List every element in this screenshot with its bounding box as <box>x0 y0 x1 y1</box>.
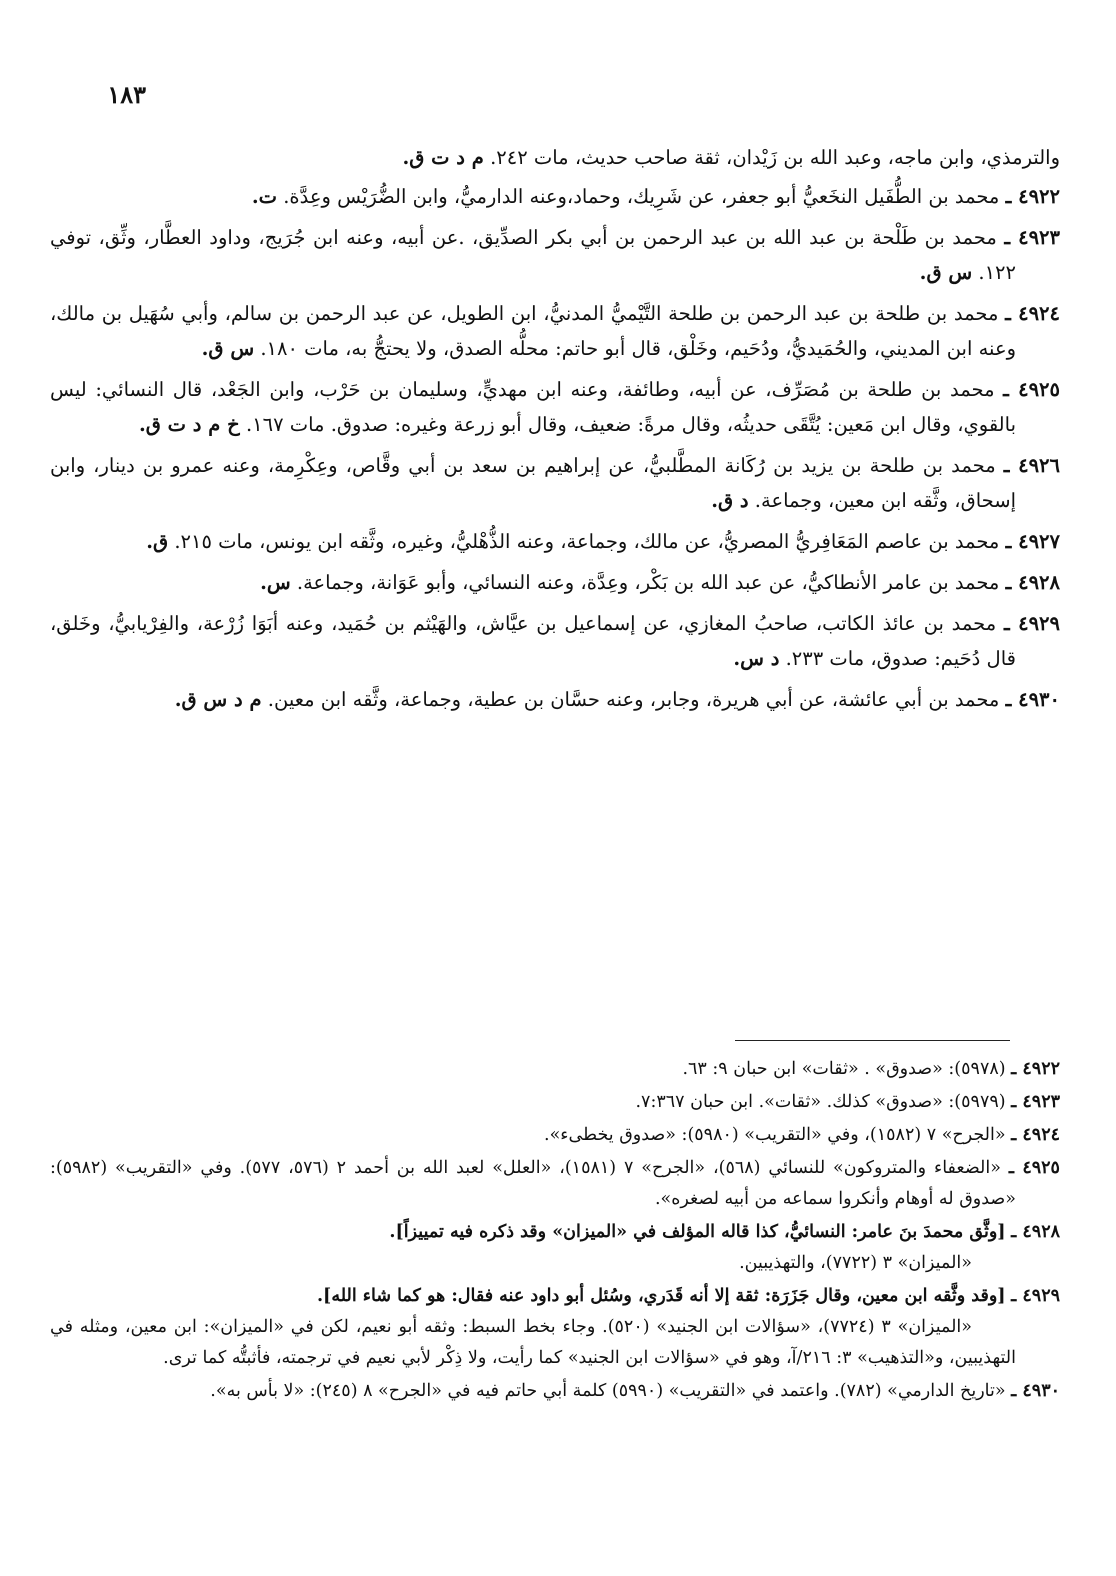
entry-text: محمد بن طلحة بن يزيد بن رُكَانة المطَّلبيُّ، عن إبراهيم بن سعد بن أبي وقَّاص، وعِكْرِمة، وعنه عمرو بن دينار، وابن إسحاق، وثَّقه ابن معين، وجماعة. <box>50 454 1016 512</box>
footnote-text: «الجرح» ٧ (١٥٨٢)، وفي «التقريب» (٥٩٨٠): «صدوق يخطىء». <box>544 1125 1006 1145</box>
entry-codes: د ق. <box>711 489 749 512</box>
entry-number: ٤٩٢٩ ـ <box>1004 612 1061 635</box>
entry-text: والترمذي، وابن ماجه، وعبد الله بن زَيْدان، ثقة صاحب حديث، مات ٢٤٢. <box>490 146 1060 169</box>
footnote-4925 <box>50 1153 1060 1215</box>
footnote-number: ٤٩٢٢ ـ <box>1011 1059 1060 1079</box>
entry-text: محمد بن عاصم المَعَافِريُّ المصريُّ، عن مالك، وجماعة، وعنه الذُّهْليُّ، وغيره، وثَّقه ابن يونس، مات ٢١٥. <box>174 530 1000 553</box>
entry-text: محمد بن عامر الأنطاكيُّ، عن عبد الله بن بَكْر، وعِدَّة، وعنه النسائي، وأبو عَوَانة، وجماعة. <box>296 571 1000 594</box>
entry-text: محمد بن الطُّفَيل النخَعيُّ أبو جعفر، عن شَرِيك، وحماد،وعنه الدارميُّ، وابن الضُّرَيْس وعِدَّة. <box>283 185 1000 208</box>
entry-codes: س. <box>260 571 291 594</box>
entry-number: ٤٩٣٠ ـ <box>1005 688 1060 711</box>
footnote-4924 <box>50 1120 1060 1151</box>
footnote-divider <box>735 1040 1010 1041</box>
entry-codes: س ق. <box>201 337 255 360</box>
footnote-number: ٤٩٢٣ ـ <box>1011 1092 1060 1112</box>
entry-codes: ق. <box>146 530 169 553</box>
entry-codes: د س. <box>733 647 780 670</box>
entry-number: ٤٩٢٦ ـ <box>1003 454 1060 477</box>
entry-text: محمد بن طَلْحة بن عبد الله بن عبد الرحمن بن أبي بكر الصدِّيق، .عن أبيه، وعنه ابن جُرَيج، وداود العطَّار، وثِّق، توفي ١٢٢. <box>50 226 1016 284</box>
entry-text: محمد بن طلحة بن عبد الرحمن بن طلحة التَّيْميُّ المدنيُّ، ابن الطويل، عن عبد الرحمن بن سالم، وأبي سُهَيل بن مالك، وعنه ابن المديني، والحُمَيديُّ، ودُحَيم، وخَلْق، قال أبو حاتم: محلُّه الصدق، ولا يحتجُّ به، مات ١٨٠. <box>50 302 1016 360</box>
footnotes <box>50 1054 1060 1409</box>
entry-4925 <box>50 372 1060 442</box>
entry-number: ٤٩٢٣ ـ <box>1004 226 1060 249</box>
main-text <box>50 140 1060 723</box>
footnote-4922 <box>50 1054 1060 1085</box>
footnote-text: «الميزان» ٣ (٧٧٢٢)، والتهذيبين. <box>739 1253 972 1273</box>
entry-number: ٤٩٢٨ ـ <box>1005 571 1060 594</box>
footnote-number: ٤٩٢٩ ـ <box>1011 1286 1060 1306</box>
entry-text: محمد بن طلحة بن مُصَرِّف، عن أبيه، وطائفة، وعنه ابن مهديٍّ، وسليمان بن حَرْب، وابن الجَعْد، قال النسائي: ليس بالقوي، وقال ابن مَعين: يُتَّقَى حديثُه، وقال مرةً: ضعيف، وقال أبو زرعة وغيره: صدوق. مات ١٦٧. <box>50 378 1016 436</box>
entry-number: ٤٩٢٤ ـ <box>1005 302 1060 325</box>
entry-codes: خ م د ت ق. <box>138 413 240 436</box>
footnote-text: «الضعفاء والمتروكون» للنسائي (٥٦٨)، «الجرح» ٧ (١٥٨١)، «العلل» لعبد الله بن أحمد ٢ (٥٧٦، ٥٧٧). وفي «التقريب» (٥٩٨٢): «صدوق له أوهام وأنكروا سماعه من أبيه لصغره». <box>50 1158 1016 1209</box>
page-number: ١٨٣ <box>107 80 146 109</box>
footnote-number: ٤٩٢٤ ـ <box>1011 1125 1060 1145</box>
entry-4924 <box>50 296 1060 366</box>
footnote-number: ٤٩٣٠ ـ <box>1011 1381 1060 1401</box>
entry-4930 <box>50 682 1060 717</box>
entry-text: محمد بن أبي عائشة، عن أبي هريرة، وجابر، وعنه حسَّان بن عطية، وجماعة، وثَّقه ابن معين. <box>267 688 1000 711</box>
continuation-paragraph <box>50 140 1060 175</box>
entry-codes: م د ت ق. <box>402 146 484 169</box>
entry-number: ٤٩٢٧ ـ <box>1005 530 1060 553</box>
footnote-4923 <box>50 1087 1060 1118</box>
entry-text: محمد بن عائذ الكاتب، صاحبُ المغازي، عن إسماعيل بن عيَّاش، والهَيْثم بن حُمَيد، وعنه أبَوَا زُرْعة، والفِرْيابيُّ، وخَلق، قال دُحَيم: صدوق، مات ٢٣٣. <box>50 612 1016 670</box>
footnote-4930 <box>50 1376 1060 1407</box>
entry-codes: م د س ق. <box>174 688 262 711</box>
footnote-bold-text: [وقد وثَّقه ابن معين، وقال جَزَرَة: ثقة إلا أنه قَدَري، وسُئل أبو داود عنه فقال: هو كما شاء الله]. <box>316 1286 1006 1306</box>
entry-4922 <box>50 179 1060 214</box>
footnote-text: «الميزان» ٣ (٧٧٢٤)، «سؤالات ابن الجنيد» (٥٢٠). وجاء بخط السبط: وثقه أبو نعيم، لكن في «الميزان»: ابن معين، ومثله في التهذيبين، و«التذهيب» ٣: ٢١٦/آ، وهو في «سؤالات ابن الجنيد» كما رأيت، ولا ذِكْر لأبي نعيم في ترجمته، فأثبتُّه كما ترى. <box>50 1317 1016 1368</box>
footnote-text: «تاريخ الدارمي» (٧٨٢). واعتمد في «التقريب» (٥٩٩٠) كلمة أبي حاتم فيه في «الجرح» ٨ (٢٤٥): «لا بأس به». <box>210 1381 1006 1401</box>
entry-4926 <box>50 448 1060 518</box>
entry-4923 <box>50 220 1060 290</box>
footnote-4928 <box>50 1217 1060 1279</box>
entry-number: ٤٩٢٢ ـ <box>1005 185 1060 208</box>
footnote-4929 <box>50 1281 1060 1374</box>
footnote-number: ٤٩٢٨ ـ <box>1011 1222 1060 1242</box>
footnote-number: ٤٩٢٥ ـ <box>1008 1158 1060 1178</box>
footnote-text: (٥٩٧٩): «صدوق» كذلك. «ثقات». ابن حبان ٧:٣٦٧. <box>635 1092 1006 1112</box>
footnote-text: (٥٩٧٨): «صدوق» . «ثقات» ابن حبان ٩: ٦٣. <box>682 1059 1006 1079</box>
entry-4927 <box>50 524 1060 559</box>
entry-4928 <box>50 565 1060 600</box>
entry-codes: ت. <box>251 185 277 208</box>
entry-codes: س ق. <box>919 261 973 284</box>
entry-4929 <box>50 606 1060 676</box>
footnote-bold-text: [وثَّق محمدَ بنَ عامر: النسائيُّ، كذا قاله المؤلف في «الميزان» وقد ذكره فيه تمييزاً]. <box>389 1222 1006 1242</box>
entry-number: ٤٩٢٥ ـ <box>1003 378 1060 401</box>
